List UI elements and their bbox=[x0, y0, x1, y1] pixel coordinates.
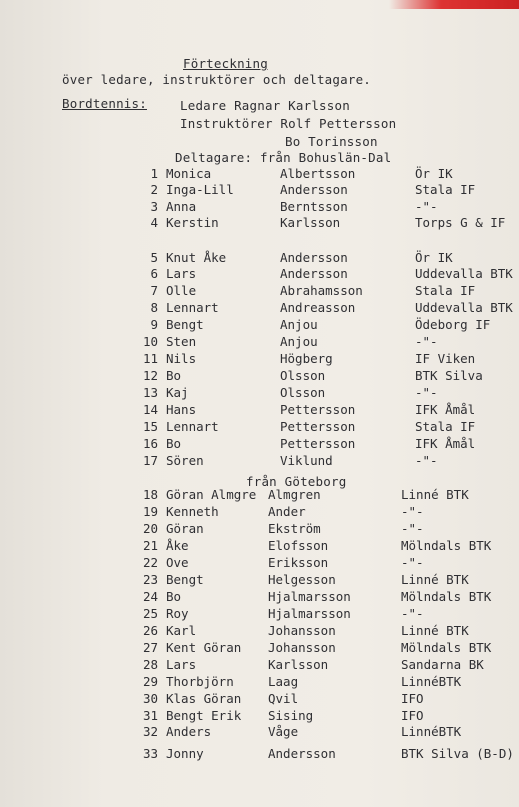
participant-club: Mölndals BTK bbox=[401, 538, 492, 553]
participant-row bbox=[0, 385, 519, 401]
participant-surname: Albertsson bbox=[280, 166, 356, 181]
participant-row bbox=[0, 606, 519, 622]
participant-number: 12 bbox=[142, 368, 158, 383]
participant-given-name: Sören bbox=[166, 453, 204, 468]
participant-number: 15 bbox=[142, 419, 158, 434]
participant-number: 18 bbox=[142, 487, 158, 502]
participant-row bbox=[0, 368, 519, 384]
participant-surname: Högberg bbox=[280, 351, 333, 366]
participant-surname: Anjou bbox=[280, 334, 318, 349]
participant-given-name: Sten bbox=[166, 334, 197, 349]
participant-surname: Anjou bbox=[280, 317, 318, 332]
participant-given-name: Åke bbox=[166, 538, 189, 553]
participant-surname: Johansson bbox=[268, 640, 336, 655]
participant-surname: Hjalmarsson bbox=[268, 606, 351, 621]
participant-given-name: Jonny bbox=[166, 746, 204, 761]
participant-row bbox=[0, 746, 519, 762]
participant-surname: Andersson bbox=[280, 250, 348, 265]
participant-row bbox=[0, 504, 519, 520]
participant-number: 30 bbox=[142, 691, 158, 706]
participant-surname: Karlsson bbox=[280, 215, 341, 230]
participant-row bbox=[0, 334, 519, 350]
participant-number: 26 bbox=[142, 623, 158, 638]
participant-surname: Sising bbox=[268, 708, 314, 723]
participant-row bbox=[0, 674, 519, 690]
participants-group-bohuslan: Deltagare: från Bohuslän-Dal bbox=[175, 150, 392, 165]
participant-row bbox=[0, 724, 519, 740]
participant-number: 32 bbox=[142, 724, 158, 739]
participant-number: 17 bbox=[142, 453, 158, 468]
participant-club: BTK Silva (B-D) bbox=[401, 746, 514, 761]
participant-surname: Pettersson bbox=[280, 436, 356, 451]
participant-row bbox=[0, 402, 519, 418]
participant-row bbox=[0, 708, 519, 724]
participant-given-name: Bengt bbox=[166, 317, 204, 332]
participant-surname: Qvil bbox=[268, 691, 299, 706]
participant-number: 33 bbox=[142, 746, 158, 761]
participant-given-name: Kenneth bbox=[166, 504, 219, 519]
participant-club: Linné BTK bbox=[401, 623, 469, 638]
participant-given-name: Lennart bbox=[166, 300, 219, 315]
participant-surname: Karlsson bbox=[268, 657, 329, 672]
participant-given-name: Lars bbox=[166, 266, 197, 281]
participant-surname: Berntsson bbox=[280, 199, 348, 214]
participant-given-name: Bo bbox=[166, 589, 182, 604]
participant-number: 11 bbox=[142, 351, 158, 366]
participant-surname: Helgesson bbox=[268, 572, 336, 587]
participant-number: 20 bbox=[142, 521, 158, 536]
participant-surname: Eriksson bbox=[268, 555, 329, 570]
participant-surname: Ekström bbox=[268, 521, 321, 536]
participant-club: IFO bbox=[401, 691, 424, 706]
participant-number: 31 bbox=[142, 708, 158, 723]
participant-number: 24 bbox=[142, 589, 158, 604]
participant-number: 4 bbox=[150, 215, 158, 230]
participant-surname: Våge bbox=[268, 724, 299, 739]
participant-row bbox=[0, 657, 519, 673]
participant-club: Torps G & IF bbox=[415, 215, 506, 230]
participant-given-name: Olle bbox=[166, 283, 197, 298]
participant-row bbox=[0, 589, 519, 605]
participant-club: Linné BTK bbox=[401, 572, 469, 587]
participant-club: BTK Silva bbox=[415, 368, 483, 383]
participant-club: Stala IF bbox=[415, 419, 476, 434]
participant-club: -"- bbox=[401, 504, 424, 519]
participant-row bbox=[0, 300, 519, 316]
participant-given-name: Bo bbox=[166, 368, 182, 383]
participant-number: 19 bbox=[142, 504, 158, 519]
participant-club: -"- bbox=[415, 199, 438, 214]
participant-club: Mölndals BTK bbox=[401, 640, 492, 655]
participant-surname: Pettersson bbox=[280, 402, 356, 417]
participant-club: LinnéBTK bbox=[401, 674, 462, 689]
participant-club: IF Viken bbox=[415, 351, 476, 366]
participant-row bbox=[0, 166, 519, 182]
participant-number: 14 bbox=[142, 402, 158, 417]
participant-number: 29 bbox=[142, 674, 158, 689]
participant-row bbox=[0, 453, 519, 469]
participant-number: 21 bbox=[142, 538, 158, 553]
participant-club: Stala IF bbox=[415, 283, 476, 298]
participant-club: Ör IK bbox=[415, 250, 453, 265]
participant-given-name: Anna bbox=[166, 199, 197, 214]
participant-surname: Olsson bbox=[280, 368, 326, 383]
participant-given-name: Inga-Lill bbox=[166, 182, 234, 197]
participant-surname: Andersson bbox=[280, 182, 348, 197]
participant-surname: Hjalmarsson bbox=[268, 589, 351, 604]
participants-group-goteborg: från Göteborg bbox=[246, 474, 347, 489]
participant-surname: Andreasson bbox=[280, 300, 356, 315]
participant-club: Uddevalla BTK bbox=[415, 266, 513, 281]
instructors-line: Instruktörer Rolf Pettersson bbox=[180, 116, 397, 131]
participant-club: IFK Åmål bbox=[415, 436, 476, 451]
participant-number: 10 bbox=[142, 334, 158, 349]
participant-row bbox=[0, 266, 519, 282]
participant-surname: Olsson bbox=[280, 385, 326, 400]
participant-surname: Andersson bbox=[268, 746, 336, 761]
participant-surname: Abrahamsson bbox=[280, 283, 363, 298]
participant-row bbox=[0, 487, 519, 503]
participant-row bbox=[0, 250, 519, 266]
participant-club: Linné BTK bbox=[401, 487, 469, 502]
page-edge-red bbox=[389, 0, 519, 9]
participant-row bbox=[0, 182, 519, 198]
participant-given-name: Klas Göran bbox=[166, 691, 242, 706]
participant-club: Sandarna BK bbox=[401, 657, 484, 672]
participant-row bbox=[0, 215, 519, 231]
participant-club: -"- bbox=[415, 334, 438, 349]
participant-number: 22 bbox=[142, 555, 158, 570]
participant-given-name: Ove bbox=[166, 555, 189, 570]
participant-given-name: Kerstin bbox=[166, 215, 219, 230]
participant-surname: Pettersson bbox=[280, 419, 356, 434]
participant-surname: Johansson bbox=[268, 623, 336, 638]
participant-club: Stala IF bbox=[415, 182, 476, 197]
participant-number: 27 bbox=[142, 640, 158, 655]
participant-given-name: Nils bbox=[166, 351, 197, 366]
participant-club: Ödeborg IF bbox=[415, 317, 491, 332]
participant-club: IFO bbox=[401, 708, 424, 723]
participant-number: 23 bbox=[142, 572, 158, 587]
participant-row bbox=[0, 521, 519, 537]
participant-club: -"- bbox=[401, 606, 424, 621]
participant-given-name: Lennart bbox=[166, 419, 219, 434]
participant-given-name: Anders bbox=[166, 724, 212, 739]
participant-number: 28 bbox=[142, 657, 158, 672]
participant-club: -"- bbox=[415, 453, 438, 468]
participant-row bbox=[0, 538, 519, 554]
participant-surname: Ander bbox=[268, 504, 306, 519]
participant-surname: Elofsson bbox=[268, 538, 329, 553]
participant-club: LinnéBTK bbox=[401, 724, 462, 739]
participant-row bbox=[0, 317, 519, 333]
participant-given-name: Lars bbox=[166, 657, 197, 672]
participant-club: -"- bbox=[401, 555, 424, 570]
participant-row bbox=[0, 640, 519, 656]
participant-surname: Almgren bbox=[268, 487, 321, 502]
participant-row bbox=[0, 555, 519, 571]
participant-number: 5 bbox=[150, 250, 158, 265]
participant-number: 1 bbox=[150, 166, 158, 181]
participant-club: Ör IK bbox=[415, 166, 453, 181]
document-subtitle: över ledare, instruktörer och deltagare. bbox=[62, 72, 372, 87]
participant-row bbox=[0, 351, 519, 367]
participant-number: 6 bbox=[150, 266, 158, 281]
participant-club: IFK Åmål bbox=[415, 402, 476, 417]
participant-number: 8 bbox=[150, 300, 158, 315]
participant-number: 2 bbox=[150, 182, 158, 197]
participant-surname: Viklund bbox=[280, 453, 333, 468]
participant-given-name: Knut Åke bbox=[166, 250, 227, 265]
participant-given-name: Monica bbox=[166, 166, 212, 181]
participant-row bbox=[0, 623, 519, 639]
participant-surname: Andersson bbox=[280, 266, 348, 281]
participant-row bbox=[0, 572, 519, 588]
participant-club: -"- bbox=[415, 385, 438, 400]
participant-given-name: Thorbjörn bbox=[166, 674, 234, 689]
leader-line: Ledare Ragnar Karlsson bbox=[180, 98, 350, 113]
participant-club: Mölndals BTK bbox=[401, 589, 492, 604]
participant-given-name: Roy bbox=[166, 606, 189, 621]
participant-given-name: Göran bbox=[166, 521, 204, 536]
participant-given-name: Hans bbox=[166, 402, 197, 417]
participant-given-name: Bo bbox=[166, 436, 182, 451]
section-heading: Bordtennis: bbox=[62, 96, 147, 111]
participant-row bbox=[0, 199, 519, 215]
participant-number: 16 bbox=[142, 436, 158, 451]
participant-surname: Laag bbox=[268, 674, 299, 689]
participant-row bbox=[0, 283, 519, 299]
participant-given-name: Göran Almgre bbox=[166, 487, 257, 502]
participant-row bbox=[0, 419, 519, 435]
participant-number: 7 bbox=[150, 283, 158, 298]
participant-given-name: Karl bbox=[166, 623, 197, 638]
participant-number: 13 bbox=[142, 385, 158, 400]
instructors-line-2: Bo Torinsson bbox=[285, 134, 378, 149]
document-title: Förteckning bbox=[183, 56, 268, 71]
participant-given-name: Bengt Erik bbox=[166, 708, 242, 723]
participant-number: 3 bbox=[150, 199, 158, 214]
participant-number: 9 bbox=[150, 317, 158, 332]
participant-given-name: Kaj bbox=[166, 385, 189, 400]
participant-given-name: Kent Göran bbox=[166, 640, 242, 655]
participant-row bbox=[0, 436, 519, 452]
participant-number: 25 bbox=[142, 606, 158, 621]
participant-club: -"- bbox=[401, 521, 424, 536]
participant-given-name: Bengt bbox=[166, 572, 204, 587]
participant-club: Uddevalla BTK bbox=[415, 300, 513, 315]
participant-row bbox=[0, 691, 519, 707]
